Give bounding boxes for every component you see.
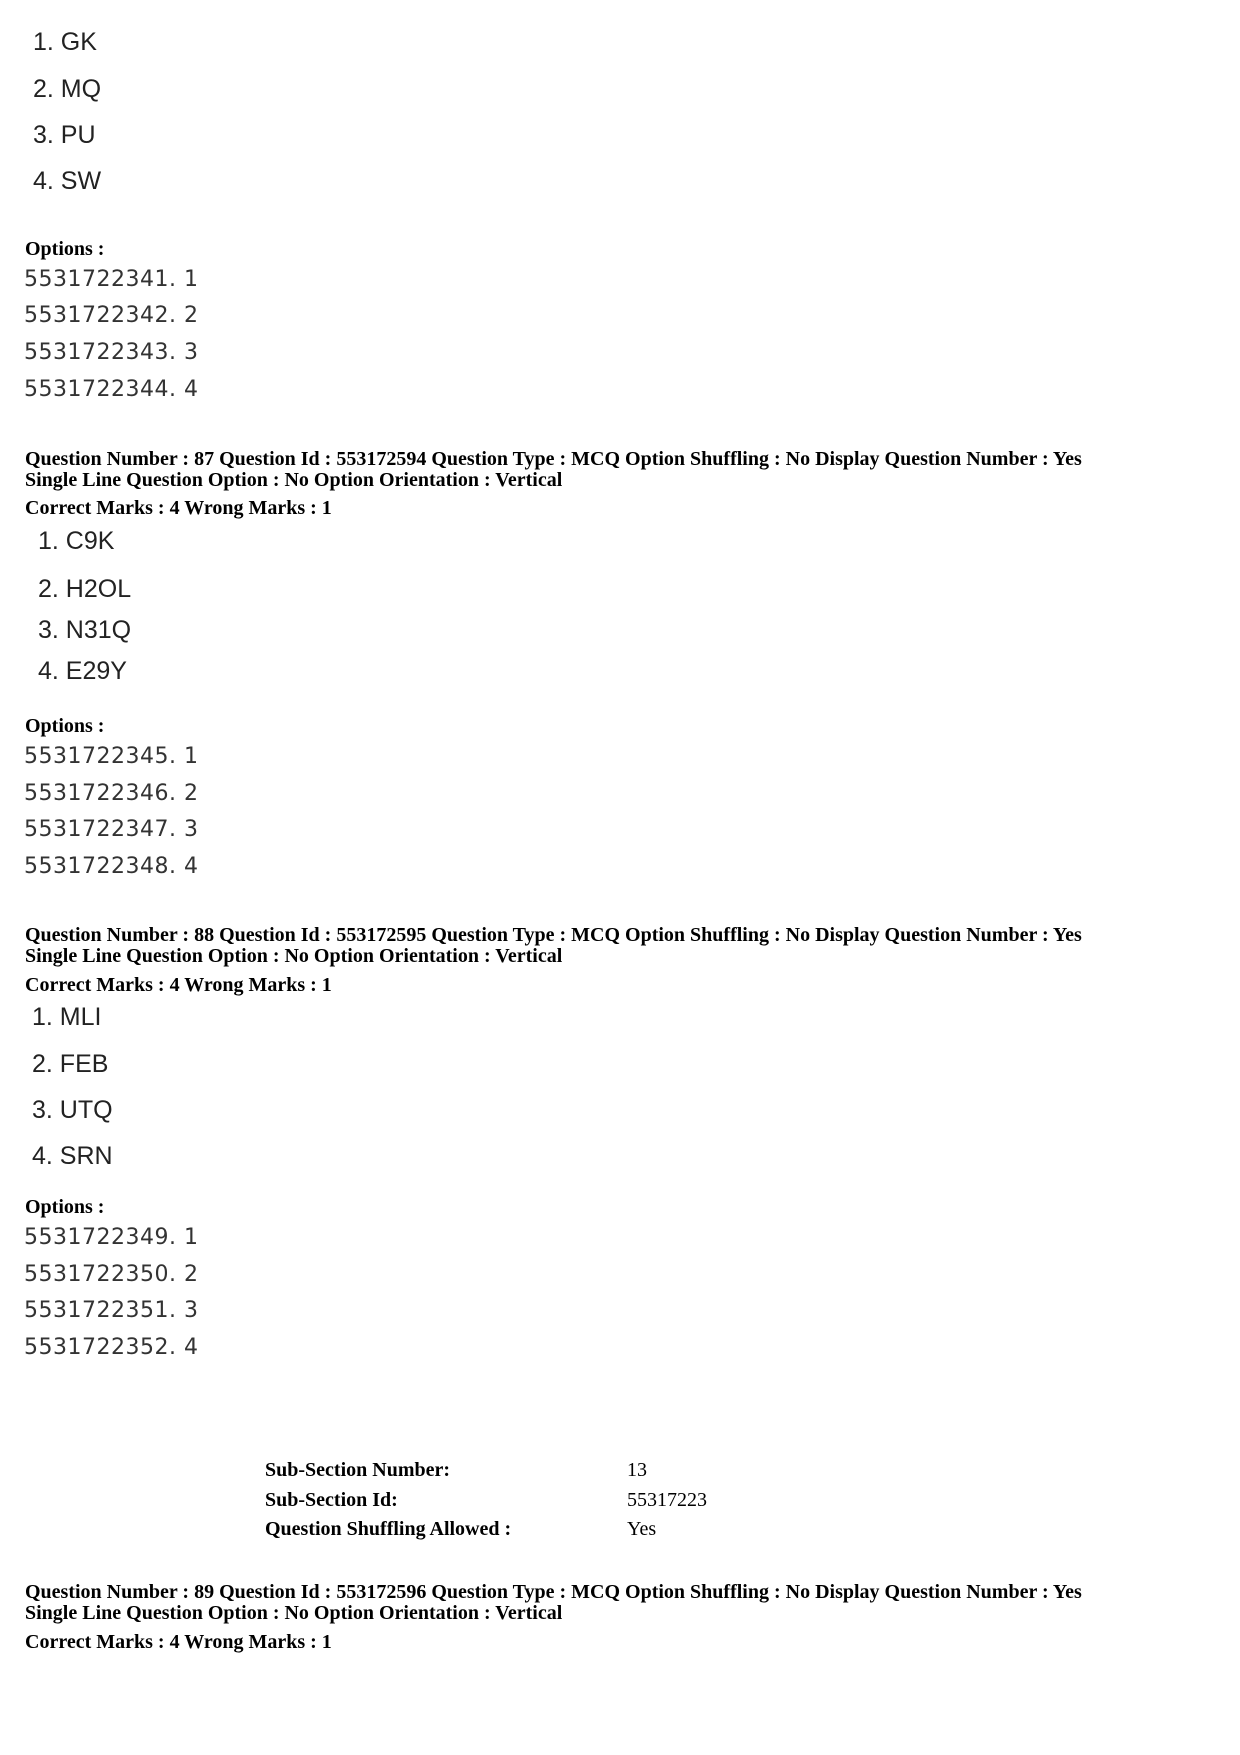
option-line: 5531722342. 2 xyxy=(24,303,199,328)
question-marks: Correct Marks : 4 Wrong Marks : 1 xyxy=(25,497,332,519)
question-meta-line: Single Line Question Option : No Option Orientation : Vertical xyxy=(25,945,563,967)
options-heading: Options : xyxy=(25,1196,105,1218)
image-option-item: 1. C9K xyxy=(38,527,115,555)
option-line: 5531722347. 3 xyxy=(24,817,199,842)
option-line: 5531722349. 1 xyxy=(24,1225,199,1250)
subsection-id-row xyxy=(0,1489,1240,1515)
question-marks: Correct Marks : 4 Wrong Marks : 1 xyxy=(25,1631,332,1653)
option-line: 5531722344. 4 xyxy=(24,377,199,402)
subsection-id-value: 55317223 xyxy=(627,1489,707,1511)
option-line: 5531722351. 3 xyxy=(24,1298,199,1323)
subsection-number-value: 13 xyxy=(627,1459,647,1481)
image-option-item: 2. FEB xyxy=(32,1050,109,1078)
option-line: 5531722345. 1 xyxy=(24,744,199,769)
question-meta-line: Question Number : 87 Question Id : 553172594 Question Type : MCQ Option Shuffling : No Display Question Number : Yes xyxy=(25,448,1082,470)
option-line: 5531722350. 2 xyxy=(24,1262,199,1287)
option-line: 5531722348. 4 xyxy=(24,854,199,879)
image-option-item: 2. H2OL xyxy=(38,575,132,603)
options-heading: Options : xyxy=(25,715,105,737)
image-option-item: 3. N31Q xyxy=(38,616,132,644)
image-option-item: 4. SW xyxy=(33,167,102,195)
image-option-item: 1. MLI xyxy=(32,1003,102,1031)
subsection-number-label: Sub-Section Number: xyxy=(265,1459,451,1481)
option-line: 5531722341. 1 xyxy=(24,267,199,292)
subsection-shuffle-label: Question Shuffling Allowed : xyxy=(265,1518,512,1540)
question-meta-line: Single Line Question Option : No Option Orientation : Vertical xyxy=(25,469,563,491)
subsection-id-label: Sub-Section Id: xyxy=(265,1489,398,1511)
question-marks: Correct Marks : 4 Wrong Marks : 1 xyxy=(25,974,332,996)
options-heading: Options : xyxy=(25,238,105,260)
subsection-shuffle-value: Yes xyxy=(627,1518,657,1540)
image-option-item: 1. GK xyxy=(33,28,97,56)
subsection-number-row xyxy=(0,1459,1240,1485)
question-meta-line: Question Number : 89 Question Id : 553172596 Question Type : MCQ Option Shuffling : No Display Question Number : Yes xyxy=(25,1581,1082,1603)
question-meta-line: Question Number : 88 Question Id : 553172595 Question Type : MCQ Option Shuffling : No Display Question Number : Yes xyxy=(25,924,1082,946)
question-meta-line: Single Line Question Option : No Option Orientation : Vertical xyxy=(25,1602,563,1624)
option-line: 5531722352. 4 xyxy=(24,1335,199,1360)
option-line: 5531722346. 2 xyxy=(24,781,199,806)
subsection-shuffle-row xyxy=(0,1518,1240,1544)
image-option-item: 2. MQ xyxy=(33,75,102,103)
option-line: 5531722343. 3 xyxy=(24,340,199,365)
image-option-item: 4. SRN xyxy=(32,1142,113,1170)
image-option-item: 3. UTQ xyxy=(32,1096,113,1124)
image-option-item: 3. PU xyxy=(33,121,96,149)
image-option-item: 4. E29Y xyxy=(38,657,127,685)
